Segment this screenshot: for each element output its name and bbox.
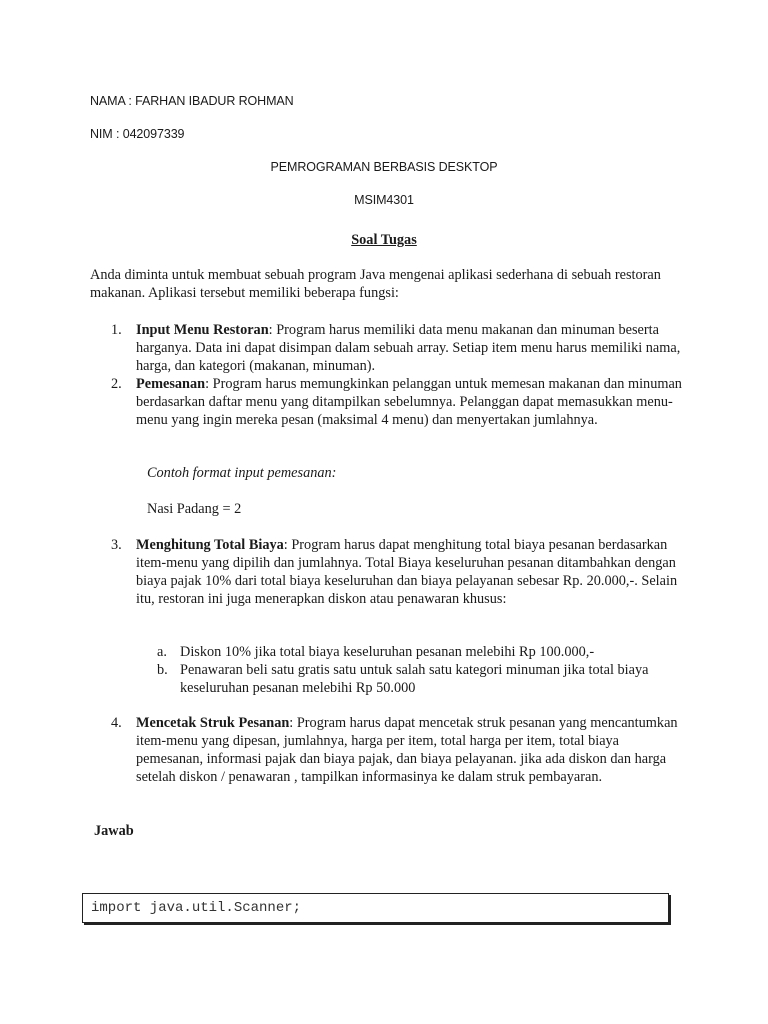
subitem-diskon: Diskon 10% jika total biaya keseluruhan pesanan melebihi Rp 100.000,- (180, 644, 595, 660)
intro-paragraph: Anda diminta untuk membuat sebuah program Java mengenai aplikasi sederhana di sebuah restoran makanan. Aplikasi tersebut memiliki beberapa fungsi: (90, 267, 661, 301)
item-heading: Menghitung Total Biaya (136, 537, 284, 553)
item-number: 2. (111, 376, 122, 392)
item-number: 4. (111, 715, 122, 731)
list-item-total-biaya (136, 536, 682, 608)
page-title: Soal Tugas (351, 232, 417, 248)
example-value: Nasi Padang = 2 (147, 501, 242, 517)
list-item-input-menu (136, 321, 682, 375)
item-number: 1. (111, 322, 122, 338)
list-item-struk (136, 714, 682, 786)
item-heading: Mencetak Struk Pesanan (136, 715, 290, 731)
course-code: MSIM4301 (354, 193, 414, 207)
student-nim: NIM : 042097339 (90, 127, 185, 141)
example-label: Contoh format input pemesanan: (147, 465, 337, 481)
item-text: : Program harus memungkinkan pelanggan untuk memesan makanan dan minuman berdasarkan daftar menu yang ditampilkan sebelumnya. Pelanggan dapat memasukkan menu-menu yang ingin mereka pesan (maksimal 4 menu) dan menyertakan jumlahnya. (136, 376, 682, 428)
item-heading: Input Menu Restoran (136, 322, 269, 338)
student-name: NAMA : FARHAN IBADUR ROHMAN (90, 94, 294, 108)
item-text: : Program harus dapat menghitung total biaya pesanan berdasarkan item-menu yang dipilih dan jumlahnya. Total Biaya keseluruhan pesanan ditambahkan dengan biaya pajak 10% dari total biaya keseluruhan dan biaya pelayanan sebesar Rp. 20.000,-. Selain itu, restoran ini juga menerapkan diskon atau penawaran khusus: (136, 537, 678, 607)
subitem-penawaran: Penawaran beli satu gratis satu untuk salah satu kategori minuman jika total biaya keseluruhan pesanan melebihi Rp 50.000 (180, 662, 649, 696)
course-name: PEMROGRAMAN BERBASIS DESKTOP (270, 160, 498, 174)
code-block (82, 893, 669, 923)
subitem-letter: b. (157, 662, 168, 678)
item-heading: Pemesanan (136, 376, 206, 392)
item-text: : Program harus dapat mencetak struk pesanan yang mencantumkan item-menu yang dipesan, jumlahnya, harga per item, total harga per item, total biaya pemesanan, informasi pajak dan biaya pajak, dan biaya pelayanan. jika ada diskon dan harga setelah diskon / penawaran , tampilkan informasinya ke dalam struk pembayaran. (136, 715, 678, 785)
item-number: 3. (111, 537, 122, 553)
answer-label: Jawab (94, 823, 134, 839)
list-item-pemesanan (136, 375, 682, 429)
code-line: import java.util.Scanner; (91, 900, 302, 916)
item-text: : Program harus memiliki data menu makanan dan minuman beserta harganya. Data ini dapat disimpan dalam sebuah array. Setiap item menu harus memiliki nama, harga, dan kategori (makanan, minuman). (136, 322, 681, 374)
subitem-letter: a. (157, 644, 167, 660)
